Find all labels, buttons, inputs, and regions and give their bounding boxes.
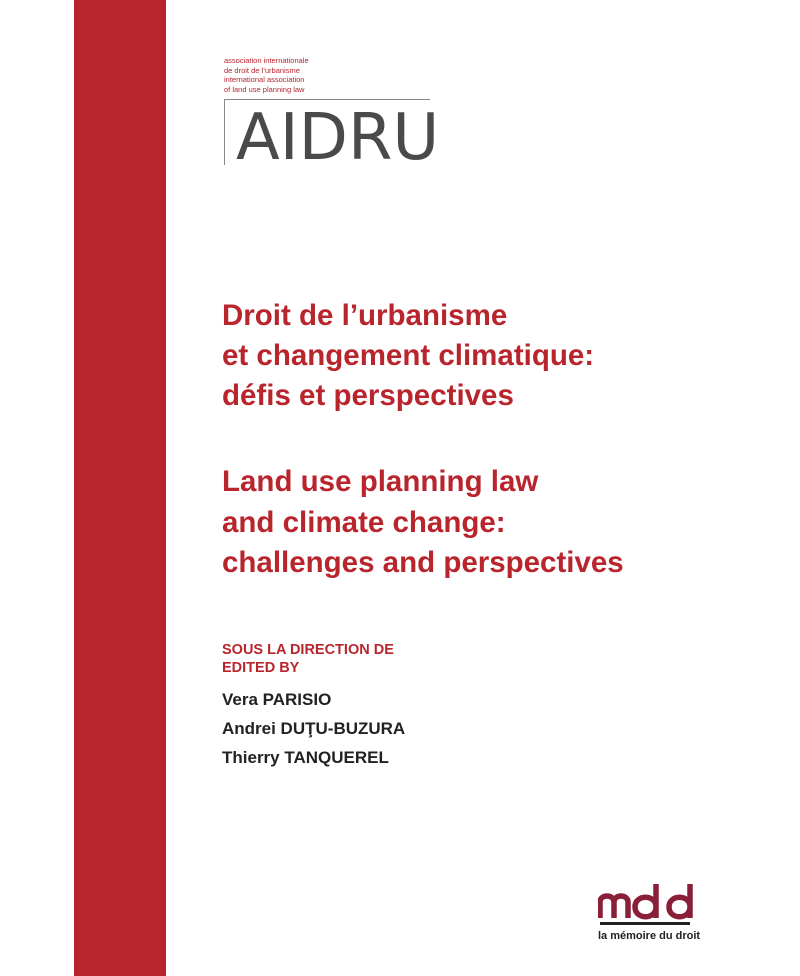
editors-label-line: EDITED BY <box>222 660 300 676</box>
title-line: Land use planning law <box>222 465 539 498</box>
editors-label <box>222 641 394 677</box>
logo-frame-left <box>224 99 225 165</box>
aidru-logo: AIDRU <box>236 101 440 175</box>
editor-name: Thierry TANQUEREL <box>222 748 389 767</box>
editor-name: Andrei DUŢU-BUZURA <box>222 719 406 738</box>
title-line: défis et perspectives <box>222 379 514 412</box>
cover-red-band <box>74 0 166 976</box>
editors-label-line: SOUS LA DIRECTION DE <box>222 642 394 658</box>
title-line: Droit de l’urbanisme <box>222 299 508 332</box>
publisher-name: la mémoire du droit <box>598 930 701 942</box>
title-french <box>222 296 594 416</box>
title-english <box>222 462 624 584</box>
title-line: et changement climatique: <box>222 339 595 372</box>
title-line: challenges and perspectives <box>222 546 624 579</box>
editors-list <box>222 685 405 772</box>
association-line: international association <box>224 75 305 84</box>
logo-frame-top <box>224 99 430 100</box>
editor-name: Vera PARISIO <box>222 690 332 709</box>
title-line: and climate change: <box>222 505 506 539</box>
association-line: association internationale <box>224 56 309 65</box>
association-line: de droit de l’urbanisme <box>224 65 300 75</box>
association-name <box>224 56 309 94</box>
association-line: of land use planning law <box>224 84 305 94</box>
